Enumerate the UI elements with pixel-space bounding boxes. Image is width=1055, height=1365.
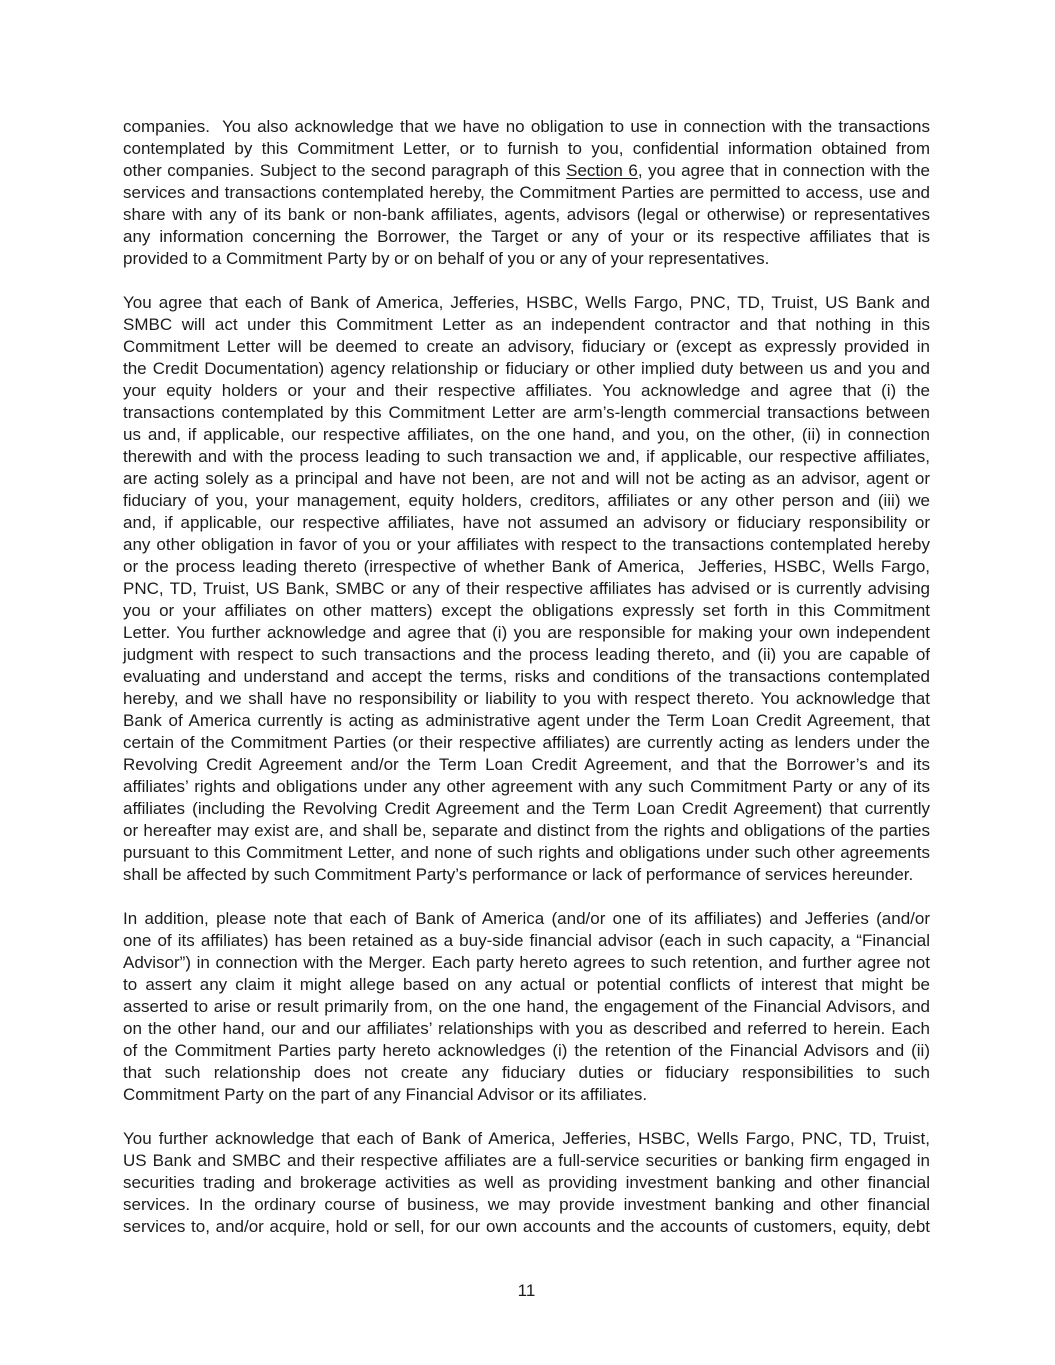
text-run: provided to a Commitment Party by or on behalf of you or any of your representatives. [123,249,770,268]
text-line [123,666,930,688]
text-run: asserted to arise or result primarily from, on the one hand, the engagement of the Financial Advisors, and [123,997,930,1016]
text-run: services. In the ordinary course of business, we may provide investment banking and other financial [123,1195,930,1214]
text-line [123,1128,930,1150]
text-line [123,336,930,358]
text-run: Bank of America currently is acting as administrative agent under the Term Loan Credit Agreement, that [123,711,930,730]
text-line [123,1084,930,1106]
text-line [123,688,930,710]
text-line [123,182,930,204]
text-run: us and, if applicable, our respective affiliates, on the one hand, and you, on the other, (ii) in connection [123,425,930,444]
text-line [123,468,930,490]
text-run: companies. You also acknowledge that we have no obligation to use in connection with the transactions [123,117,930,136]
text-run: fiduciary of you, your management, equity holders, creditors, affiliates or any other person and (iii) we [123,491,930,510]
text-line [123,710,930,732]
text-line [123,1150,930,1172]
text-line [123,754,930,776]
text-line [123,138,930,160]
text-line [123,908,930,930]
text-line [123,952,930,974]
text-run: you or your affiliates on other matters) except the obligations expressly set forth in this Commitment [123,601,930,620]
text-run: judgment with respect to such transactions and the process leading thereto, and (ii) you are capable of [123,645,930,664]
text-line [123,446,930,468]
text-run: Commitment Letter will be deemed to create an advisory, fiduciary or (except as expressly provided in [123,337,930,356]
text-line [123,424,930,446]
text-line [123,996,930,1018]
text-run: transactions contemplated by this Commitment Letter are arm’s-length commercial transactions between [123,403,930,422]
text-run: pursuant to this Commitment Letter, and none of such rights and obligations under such other agreements [123,843,930,862]
text-line [123,160,930,182]
text-line [123,292,930,314]
paragraph [123,908,930,1106]
text-run: your equity holders or your and their respective affiliates. You acknowledge and agree that (i) the [123,381,930,400]
text-run: In addition, please note that each of Bank of America (and/or one of its affiliates) and Jefferies (and/or [123,909,930,928]
text-line [123,1018,930,1040]
document-body [123,116,930,1238]
text-line [123,1062,930,1084]
text-run: You further acknowledge that each of Bank of America, Jefferies, HSBC, Wells Fargo, PNC, TD, Truist, [123,1129,930,1148]
text-run: evaluating and understand and accept the terms, risks and conditions of the transactions contemplated [123,667,930,686]
text-line [123,116,930,138]
text-line [123,226,930,248]
text-run: PNC, TD, Truist, US Bank, SMBC or any of their respective affiliates has advised or is currently advising [123,579,930,598]
text-line [123,1216,930,1238]
text-run: affiliates’ rights and obligations under any other agreement with any such Commitment Party or any of its [123,777,930,796]
text-run: contemplated by this Commitment Letter, or to furnish to you, confidential information obtained from [123,139,930,158]
text-line [123,930,930,952]
text-run: affiliates (including the Revolving Credit Agreement and the Term Loan Credit Agreement) that currently [123,799,930,818]
text-line [123,512,930,534]
text-line [123,864,930,886]
text-run: Advisor”) in connection with the Merger. Each party hereto agrees to such retention, and further agree not [123,953,930,972]
text-run: US Bank and SMBC and their respective affiliates are a full-service securities or banking firm engaged in [123,1151,930,1170]
text-line [123,314,930,336]
text-run: any information concerning the Borrower, the Target or any of your or its respective affiliates that is [123,227,930,246]
text-run: certain of the Commitment Parties (or their respective affiliates) are currently acting as lenders under the [123,733,930,752]
text-run: hereby, and we shall have no responsibility or liability to you with respect thereto. You acknowledge that [123,689,930,708]
text-run: securities trading and brokerage activities as well as providing investment banking and other financial [123,1173,930,1192]
text-run: the Credit Documentation) agency relationship or fiduciary or other implied duty between us and you and [123,359,930,378]
text-run: other companies. Subject to the second paragraph of this [123,161,567,180]
paragraph [123,292,930,886]
text-line [123,732,930,754]
text-run: that such relationship does not create any fiduciary duties or fiduciary responsibilities to such [123,1063,930,1082]
paragraph [123,116,930,270]
text-line [123,820,930,842]
text-line [123,204,930,226]
text-run: or hereafter may exist are, and shall be, separate and distinct from the rights and obligations of the parties [123,821,930,840]
text-run: or the process leading thereto (irrespective of whether Bank of America, Jefferies, HSBC, Wells Fargo, [123,557,930,576]
text-line [123,622,930,644]
text-line [123,248,930,270]
text-run: therewith and with the process leading to such transaction we and, if applicable, our respective affiliates, [123,447,930,466]
text-run: of the Commitment Parties party hereto acknowledges (i) the retention of the Financial Advisors and (ii) [123,1041,930,1060]
text-run: services and transactions contemplated hereby, the Commitment Parties are permitted to access, use and [123,183,930,202]
text-line [123,556,930,578]
text-run: You agree that each of Bank of America, Jefferies, HSBC, Wells Fargo, PNC, TD, Truist, US Bank and [123,293,930,312]
text-line [123,842,930,864]
section-reference: Section 6 [566,161,638,180]
text-run: Revolving Credit Agreement and/or the Term Loan Credit Agreement, and that the Borrower’s and its [123,755,930,774]
text-run: shall be affected by such Commitment Party’s performance or lack of performance of services hereunder. [123,865,914,884]
text-line [123,380,930,402]
text-line [123,534,930,556]
text-line [123,1040,930,1062]
text-line [123,358,930,380]
text-run: to assert any claim it might allege based on any actual or potential conflicts of interest that might be [123,975,930,994]
text-line [123,578,930,600]
text-line [123,776,930,798]
text-run: Commitment Party on the part of any Financial Advisor or its affiliates. [123,1085,648,1104]
page-number: 11 [517,1281,536,1300]
text-run: Letter. You further acknowledge and agree that (i) you are responsible for making your own independent [123,623,930,642]
text-run: SMBC will act under this Commitment Letter as an independent contractor and that nothing in this [123,315,930,334]
text-run: services to, and/or acquire, hold or sell, for our own accounts and the accounts of customers, equity, debt [123,1217,930,1236]
text-line [123,798,930,820]
text-line [123,1172,930,1194]
text-line [123,644,930,666]
paragraph [123,1128,930,1238]
text-run: and, if applicable, our respective affiliates, have not assumed an advisory or fiduciary responsibility or [123,513,930,532]
text-line [123,600,930,622]
text-run: , you agree that in connection with the [637,161,930,180]
text-line [123,1194,930,1216]
text-run: one of its affiliates) has been retained as a buy-side financial advisor (each in such capacity, a “Financial [123,931,930,950]
text-run: on the other hand, our and our affiliates’ relationships with you as described and referred to herein. Each [123,1019,930,1038]
text-line [123,402,930,424]
text-line [123,974,930,996]
text-run: are acting solely as a principal and have not been, are not and will not be acting as an advisor, agent or [123,469,930,488]
text-line [123,490,930,512]
text-run: any other obligation in favor of you or your affiliates with respect to the transactions contemplated hereby [123,535,930,554]
text-run: share with any of its bank or non-bank affiliates, agents, advisors (legal or otherwise) or representatives [123,205,930,224]
